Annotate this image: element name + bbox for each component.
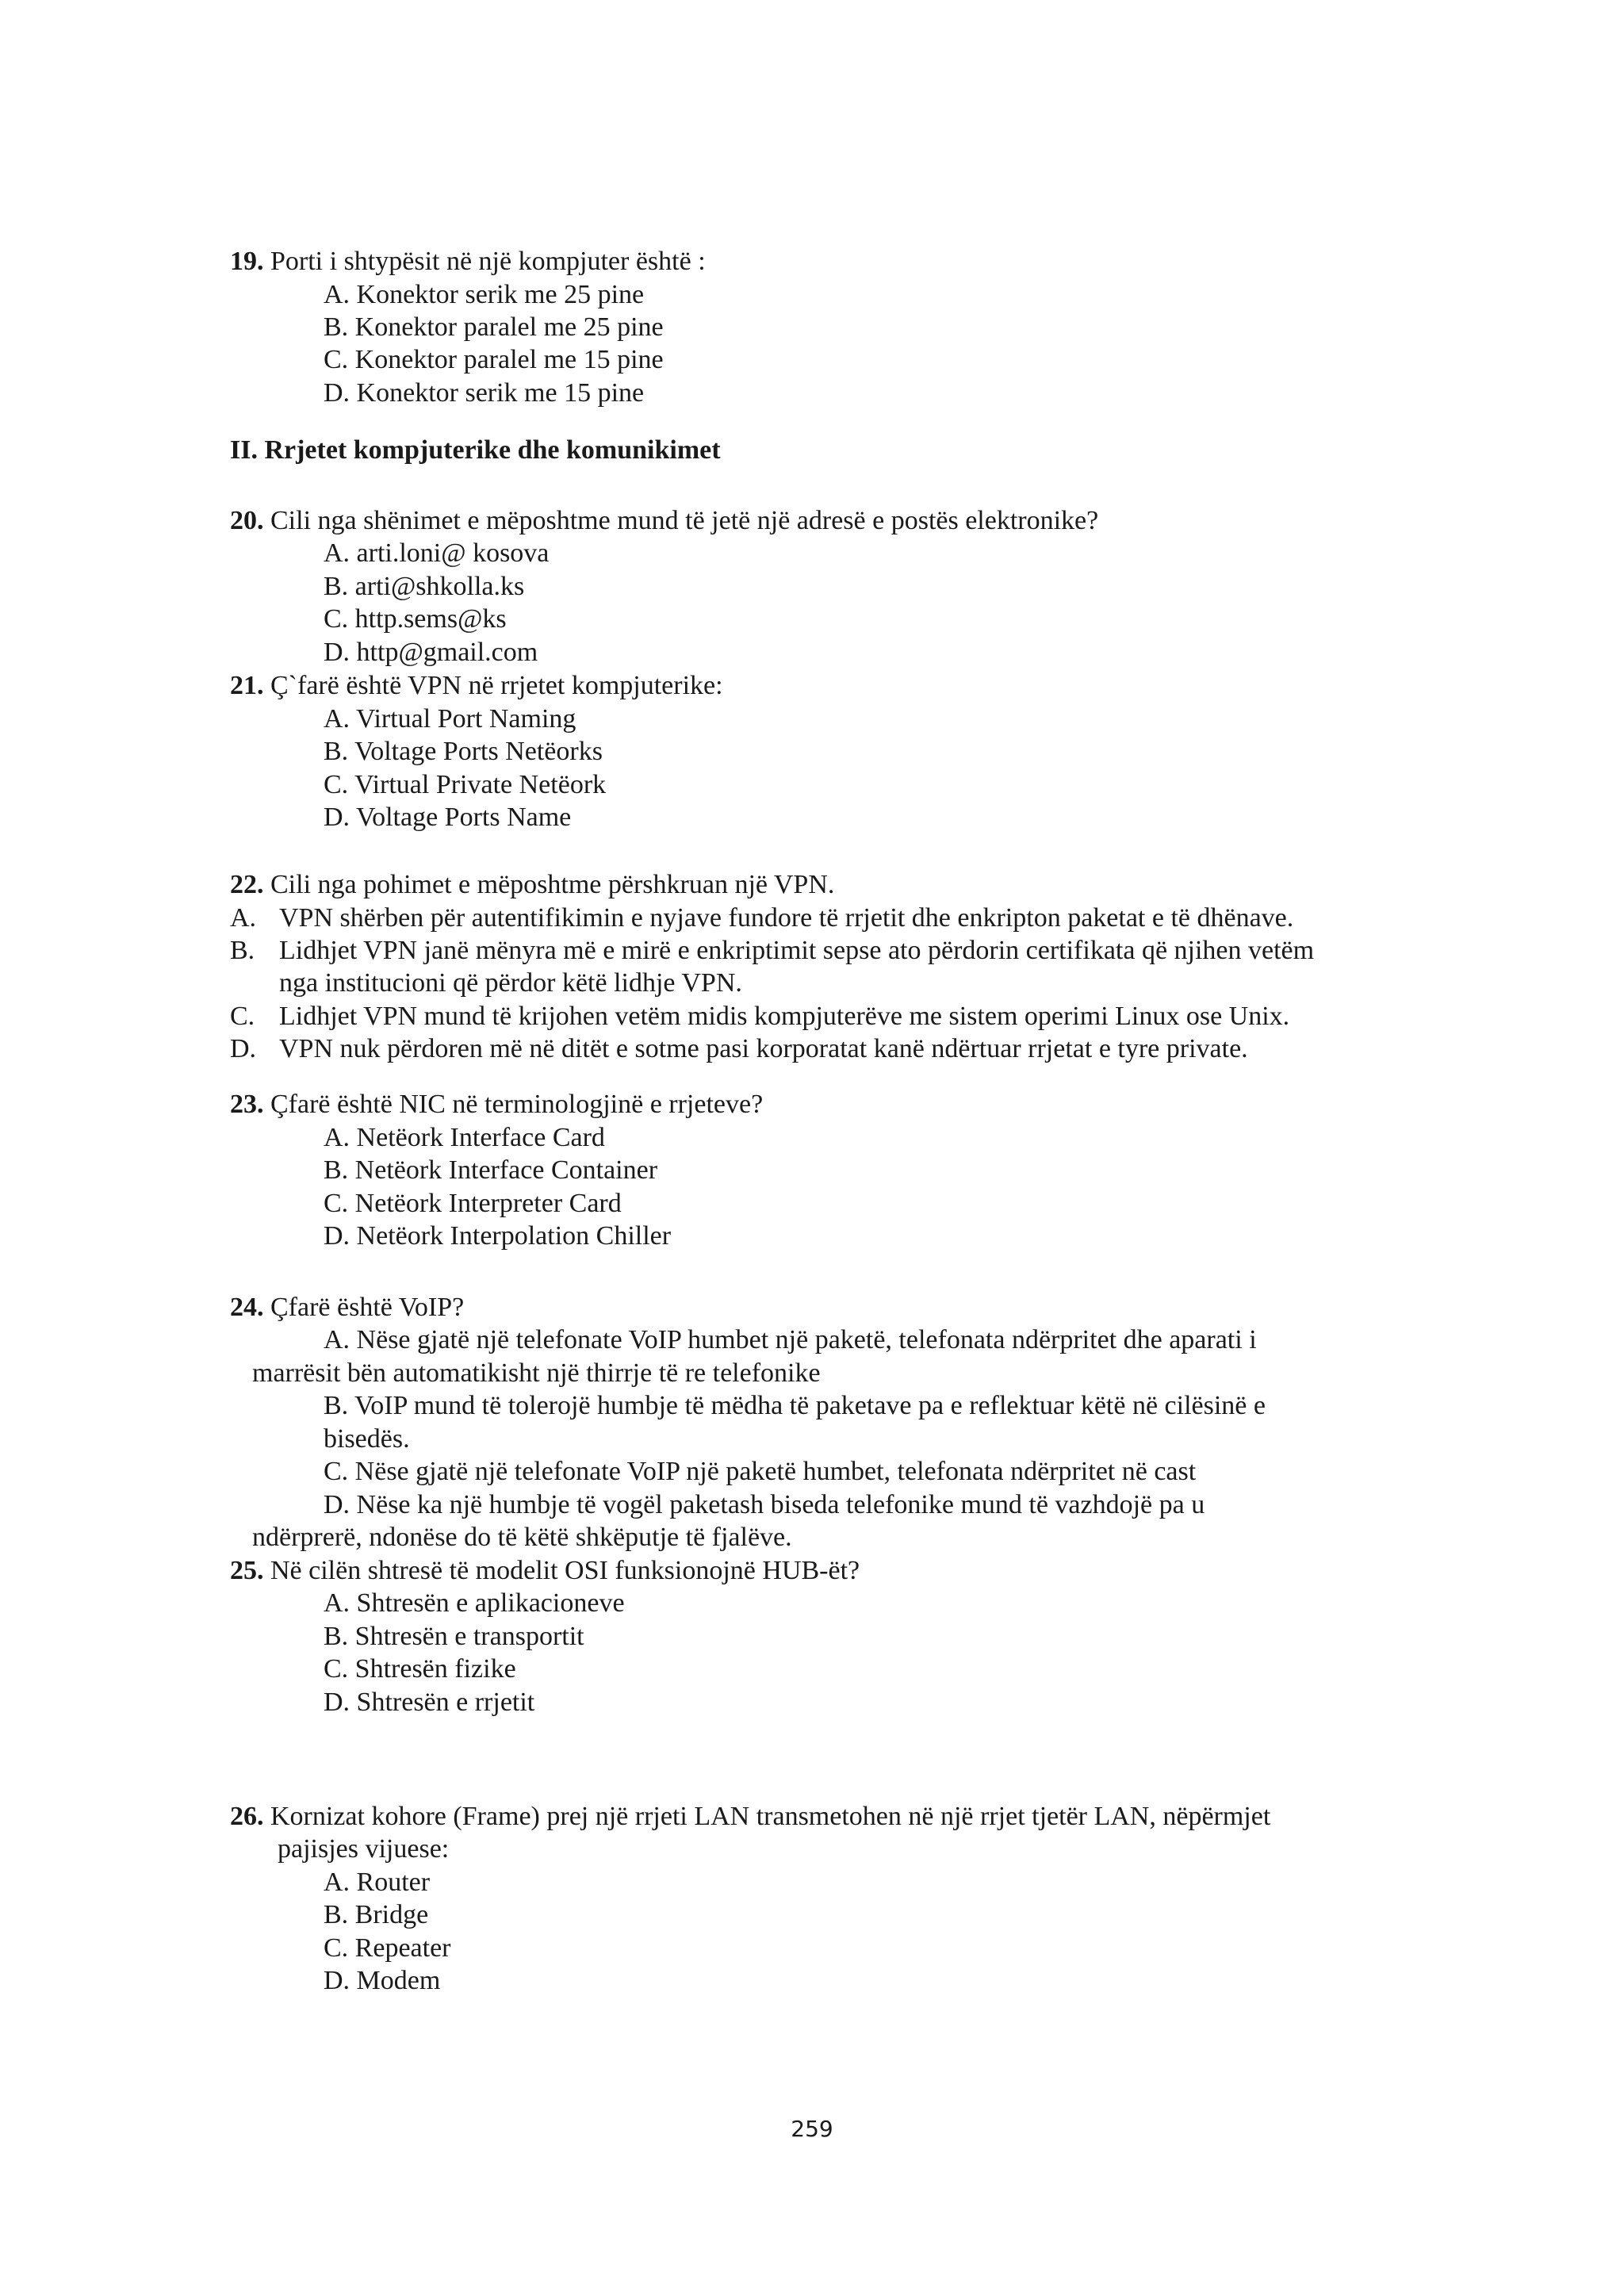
question-number: 24. (230, 1293, 264, 1322)
option: C. Netëork Interpreter Card (324, 1189, 622, 1218)
option: A. Konektor serik me 25 pine (324, 280, 645, 309)
page-number: 259 (791, 2116, 833, 2142)
option: D. http@gmail.com (324, 638, 538, 667)
option: B. Bridge (324, 1900, 429, 1929)
option-letter: C. (230, 1002, 255, 1031)
option: A. Virtual Port Naming (324, 704, 576, 734)
question-19 (230, 246, 706, 278)
option-letter: B. (230, 936, 255, 965)
option: D. Shtresën e rrjetit (324, 1688, 535, 1717)
option: B. Voltage Ports Netëorks (324, 737, 603, 766)
question-21 (230, 670, 723, 702)
option: D. Modem (324, 1966, 441, 1995)
question-text: Cili nga shënimet e mëposhtme mund të jetë një adresë e postës elektronike? (270, 506, 1099, 535)
option: B. Konektor paralel me 25 pine (324, 312, 664, 342)
question-text: Çfarë është VoIP? (270, 1293, 465, 1322)
option: B. arti@shkolla.ks (324, 572, 525, 601)
option: B. Netëork Interface Container (324, 1155, 658, 1185)
question-25 (230, 1555, 860, 1587)
question-text: Çfarë është NIC në terminologjinë e rrjeteve? (270, 1090, 764, 1119)
question-22 (230, 869, 834, 901)
option: D. Nëse ka një humbje të vogël paketash biseda telefonike mund të vazhdojë pa u (324, 1490, 1205, 1519)
question-number: 19. (230, 247, 264, 276)
option: C. Nëse gjatë një telefonate VoIP një paketë humbet, telefonata ndërpritet në cast (324, 1457, 1197, 1486)
option: D. Konektor serik me 15 pine (324, 378, 645, 408)
option: C. http.sems@ks (324, 604, 507, 634)
question-number: 25. (230, 1556, 264, 1585)
option-text: nga institucioni që përdor këtë lidhje VPN. (279, 968, 742, 998)
question-number: 20. (230, 506, 264, 535)
option-text: Lidhjet VPN mund të krijohen vetëm midis kompjuterëve me sistem operimi Linux ose Unix. (279, 1002, 1290, 1031)
question-text: Ç`farë është VPN në rrjetet kompjuterike: (270, 671, 723, 700)
option-text: Lidhjet VPN janë mënyra më e mirë e enkriptimit sepse ato përdorin certifikata që njihen vetëm (279, 936, 1315, 965)
option: B. Shtresën e transportit (324, 1622, 584, 1651)
question-number: 22. (230, 870, 264, 899)
question-text: Porti i shtypësit në një kompjuter është : (270, 247, 706, 276)
option: C. Konektor paralel me 15 pine (324, 345, 664, 374)
question-24 (230, 1292, 464, 1324)
option-letter: D. (230, 1034, 257, 1063)
question-text: Cili nga pohimet e mëposhtme përshkruan një VPN. (270, 870, 835, 899)
option: A. Nëse gjatë një telefonate VoIP humbet një paketë, telefonata ndërpritet dhe aparati i (324, 1325, 1257, 1354)
section-heading: II. Rrjetet kompjuterike dhe komunikimet (230, 435, 721, 465)
option-continued: marrësit bën automatikisht një thirrje të re telefonike (252, 1358, 821, 1388)
option: C. Virtual Private Netëork (324, 770, 607, 799)
option-continued: bisedës. (324, 1424, 410, 1454)
option: C. Shtresën fizike (324, 1654, 516, 1684)
option-letter: A. (230, 903, 257, 933)
option-text: VPN shërben për autentifikimin e nyjave fundore të rrjetit dhe enkripton paketat e të dhënave. (279, 903, 1294, 933)
option: A. Netëork Interface Card (324, 1123, 605, 1152)
question-20 (230, 505, 1098, 537)
option: C. Repeater (324, 1933, 451, 1963)
question-26 (230, 1801, 1270, 1833)
option: D. Voltage Ports Name (324, 803, 572, 832)
option: B. VoIP mund të tolerojë humbje të mëdha të paketave pa e reflektuar këtë në cilësinë e (324, 1391, 1266, 1420)
option-continued: ndërprerë, ndonëse do të këtë shkëputje të fjalëve. (252, 1523, 792, 1552)
option: A. arti.loni@ kosova (324, 538, 550, 568)
option-text: VPN nuk përdoren më në ditët e sotme pasi korporatat kanë ndërtuar rrjetat e tyre private. (279, 1034, 1248, 1063)
question-text-continued: pajisjes vijuese: (278, 1834, 450, 1864)
question-number: 26. (230, 1802, 264, 1831)
option: D. Netëork Interpolation Chiller (324, 1221, 672, 1251)
question-number: 21. (230, 671, 264, 700)
question-23 (230, 1089, 763, 1121)
question-text: Kornizat kohore (Frame) prej një rrjeti LAN transmetohen në një rrjet tjetër LAN, nëpërmjet (270, 1802, 1271, 1831)
option: A. Shtresën e aplikacioneve (324, 1588, 625, 1618)
option: A. Router (324, 1868, 431, 1897)
question-text: Në cilën shtresë të modelit OSI funksionojnë HUB-ët? (270, 1556, 860, 1585)
question-number: 23. (230, 1090, 264, 1119)
